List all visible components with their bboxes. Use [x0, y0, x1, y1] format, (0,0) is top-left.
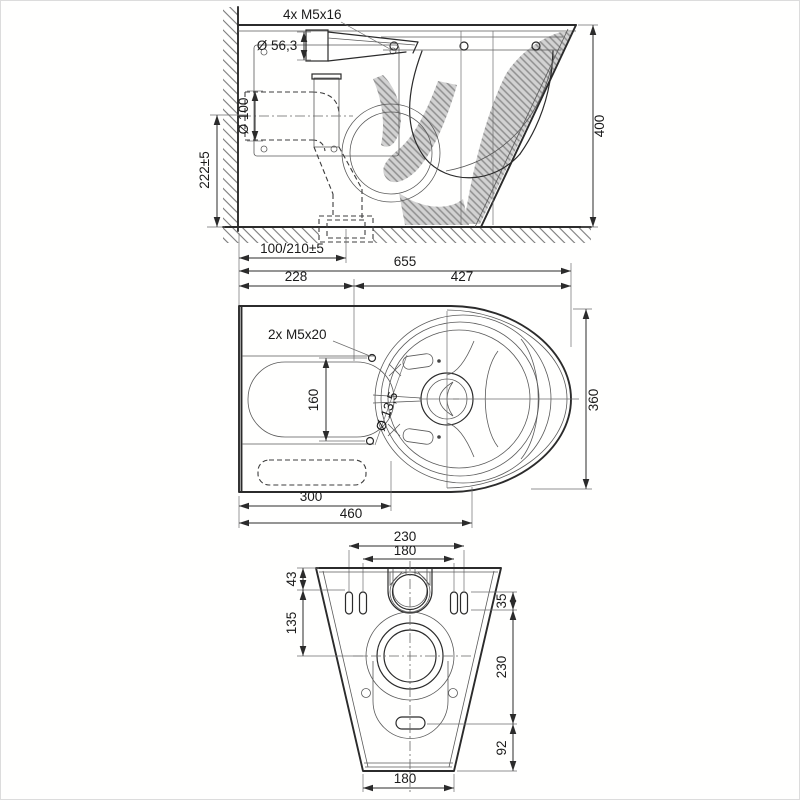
- fixing-plate: [254, 45, 399, 156]
- label-2x-m5x20: 2x M5x20: [268, 327, 327, 342]
- dim-inlet-dia-label: Ø 56,3: [256, 38, 298, 53]
- dim-outlet-offset-label: 100/210±5: [260, 241, 324, 256]
- dim-slots-inner-label: 180: [393, 543, 417, 558]
- small-hole-right: [449, 689, 458, 698]
- technical-drawing: [1, 1, 799, 799]
- dim-total-length-label: 655: [393, 254, 417, 269]
- base-slot: [396, 717, 425, 729]
- hidden-slot: [258, 460, 366, 485]
- guide-arc-1: [447, 341, 474, 375]
- shade-bottom: [399, 193, 469, 225]
- dim-slots-outer-label: 230: [393, 529, 417, 544]
- front-view: [284, 529, 517, 794]
- dim-to-center-label: 135: [284, 611, 299, 635]
- small-hole-left: [362, 689, 371, 698]
- dim-back-length-label: 228: [284, 269, 308, 284]
- dim-hole-dia-label: Ø 13,5: [372, 389, 401, 434]
- hole-cross-top: [389, 364, 401, 376]
- dim-screw-spacing-label: 160: [306, 388, 321, 412]
- slot-inner-left: [360, 592, 367, 614]
- plate-cutout: [248, 362, 394, 437]
- dim-plate-length-label: 300: [299, 489, 323, 504]
- slot-outer-right: [461, 592, 468, 614]
- front-right-inner: [449, 571, 494, 767]
- dim-body-length-label: 460: [339, 506, 363, 521]
- m5x20-screw-bottom: [367, 438, 374, 445]
- dim-top-offset-label: 43: [284, 571, 299, 587]
- floor-hatch-right: [373, 228, 591, 243]
- small-hole-bottom: [437, 435, 441, 439]
- dim-bowl-length-label: 427: [450, 269, 474, 284]
- guide-arc-2: [447, 423, 474, 457]
- shade-pipe-side: [373, 75, 401, 147]
- dim-outlet-height-label: 222±5: [197, 151, 212, 189]
- plate-screw-bl: [261, 146, 267, 152]
- elbow-outer: [312, 92, 339, 115]
- dim-outlet-dia-label: Ø 100: [236, 97, 251, 135]
- slot-outer-left: [346, 592, 353, 614]
- dim-center-to-slot-label: 230: [494, 655, 509, 679]
- dim-base-width-label: 180: [393, 771, 417, 786]
- vertical-pipe: [314, 78, 339, 147]
- small-hole-top: [437, 359, 441, 363]
- front-outline: [316, 568, 501, 771]
- slot-inner-right: [451, 592, 458, 614]
- top-view: [239, 254, 601, 528]
- dim-slot-height-label: 35: [494, 593, 509, 609]
- hole-cross-bottom: [388, 424, 400, 436]
- diag-pipe-left: [314, 147, 333, 194]
- dim-total-height-label: 400: [592, 114, 607, 138]
- shade-front-slope: [464, 32, 572, 224]
- inlet-cone-bottom: [328, 52, 406, 61]
- diag-pipe-right: [339, 147, 362, 189]
- leader-2x-m5x20: [333, 341, 370, 356]
- flush-slot-bottom: [402, 428, 434, 445]
- dim-slot-to-floor-label: 92: [494, 740, 509, 756]
- inlet-cone-end: [413, 42, 418, 53]
- inlet-mouth: [306, 30, 328, 61]
- dim-width-label: 360: [586, 388, 601, 412]
- label-4x-m5x16: 4x M5x16: [283, 7, 342, 22]
- side-view: [197, 7, 607, 263]
